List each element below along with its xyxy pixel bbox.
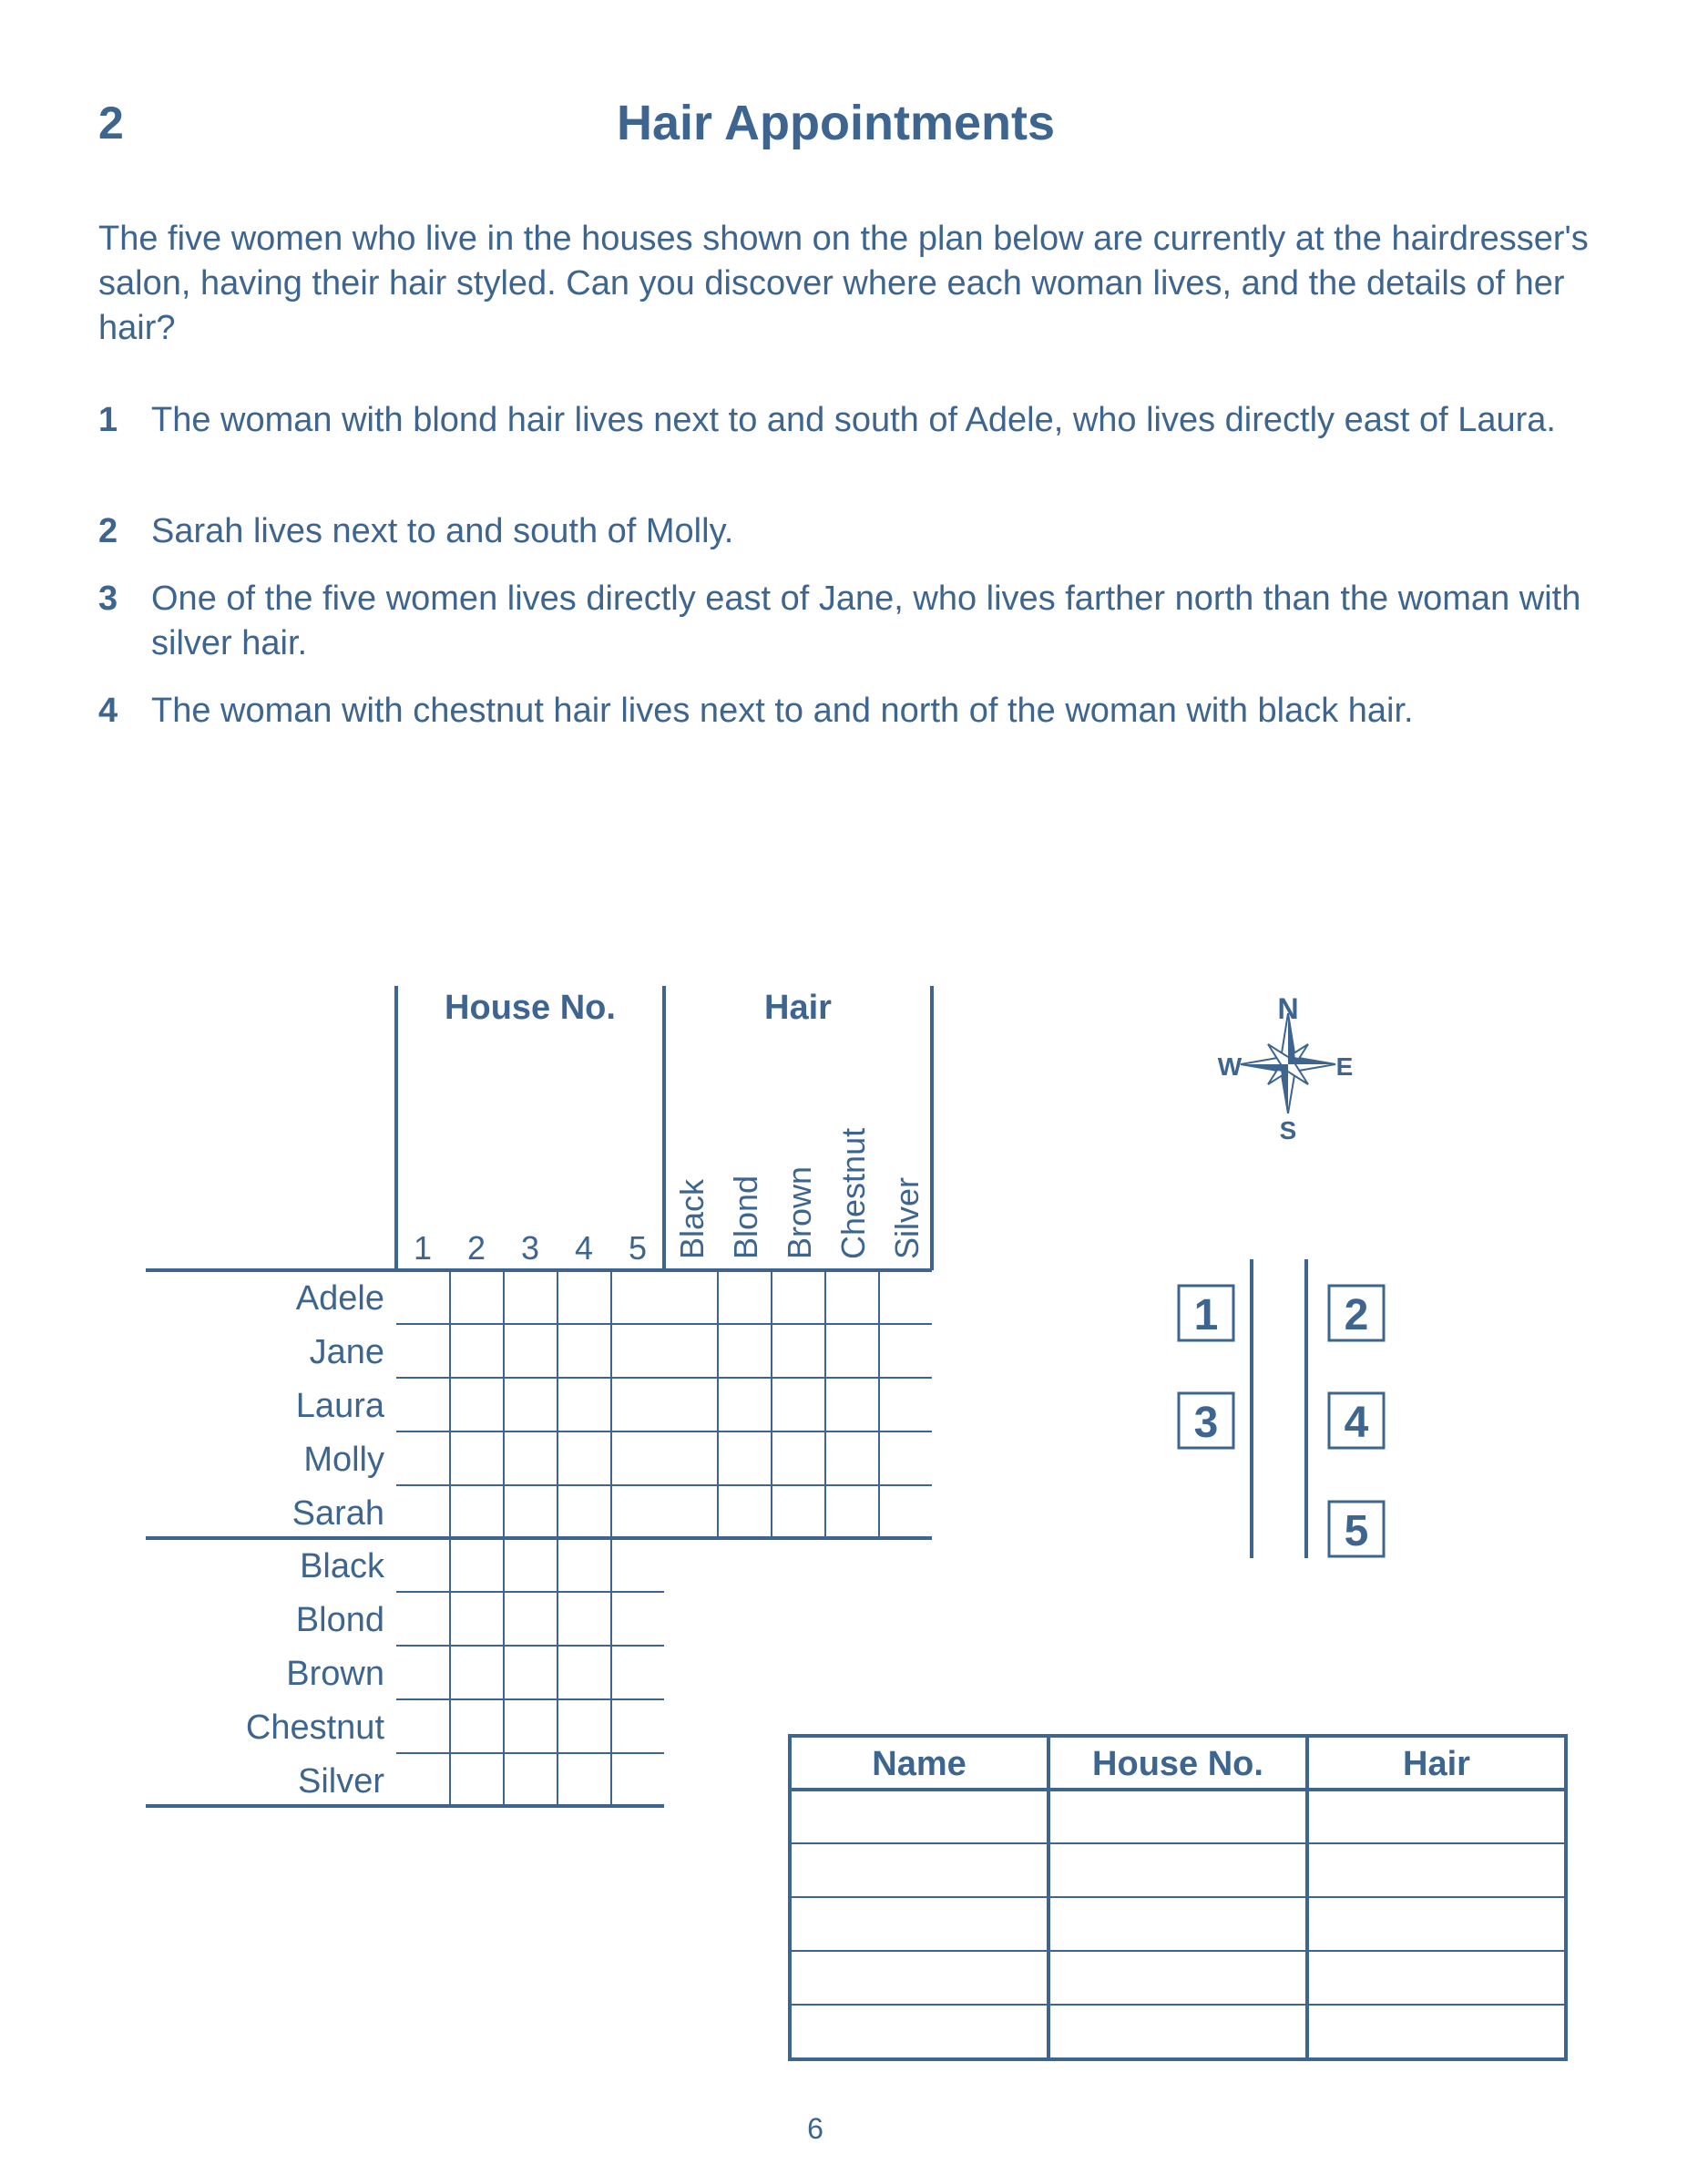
answer-header-name: Name <box>872 1745 967 1783</box>
hair-row-label: Brown <box>286 1655 384 1693</box>
name-row-label: Sarah <box>291 1494 384 1533</box>
name-row-label: Molly <box>303 1441 384 1479</box>
clue-number: 2 <box>98 512 118 550</box>
house-3-label: 3 <box>1193 1399 1219 1447</box>
compass-n-label: N <box>1277 992 1299 1025</box>
name-row-label: Laura <box>295 1387 384 1425</box>
intro-text: The five women who live in the houses shown on the plan below are currently at the hairdresser's salon, having their hair styled. Can you discover where each woman lives, and the details of her hair? <box>98 220 1589 347</box>
grid-lower-block <box>396 1592 664 1753</box>
clue-text: One of the five women lives directly east of Jane, who lives farther north than the woman with silver hair. <box>151 580 1581 662</box>
clue-text: The woman with chestnut hair lives next to and north of the woman with black hair. <box>151 692 1414 730</box>
answer-header-hair: Hair <box>1403 1745 1470 1783</box>
hair-column-label: Brown <box>781 1165 818 1259</box>
hair-column-label: Black <box>673 1178 711 1259</box>
name-row-label: Adele <box>295 1279 384 1318</box>
house-number-label: 1 <box>413 1229 433 1267</box>
house-number-label: 5 <box>628 1229 648 1267</box>
compass-w-label: W <box>1217 1052 1243 1081</box>
hair-header: Hair <box>764 989 832 1027</box>
hair-row-label: Blond <box>295 1601 384 1639</box>
compass-needle-fill <box>1241 1064 1288 1072</box>
compass-needle-fill <box>1288 1057 1335 1064</box>
hair-row-label: Chestnut <box>245 1708 384 1747</box>
house-4-label: 4 <box>1344 1399 1369 1447</box>
clue-number: 4 <box>98 692 118 730</box>
hair-row-label: Silver <box>297 1762 384 1801</box>
answer-header-house: House No. <box>1092 1745 1263 1783</box>
answer-table <box>790 1736 1566 2059</box>
logic-grid <box>146 986 932 1806</box>
page-number: 6 <box>807 2112 823 2145</box>
puzzle-number: 2 <box>98 97 124 149</box>
hair-column-label: Chestnut <box>834 1127 872 1259</box>
hair-column-label: Silver <box>888 1176 926 1259</box>
compass-e-label: E <box>1335 1052 1354 1081</box>
name-row-label: Jane <box>309 1333 384 1371</box>
house-1-label: 1 <box>1193 1291 1219 1339</box>
house-5-label: 5 <box>1344 1507 1369 1555</box>
compass-icon <box>1241 1013 1335 1113</box>
page-title: Hair Appointments <box>616 96 1056 150</box>
hair-column-label: Blond <box>727 1175 764 1259</box>
house-number-label: 4 <box>574 1229 594 1267</box>
house-2-label: 2 <box>1344 1291 1369 1339</box>
compass-needle-fill <box>1281 1064 1288 1113</box>
clue-number: 3 <box>98 580 118 618</box>
clue-text: Sarah lives next to and south of Molly. <box>151 512 734 550</box>
hair-row-label: Black <box>300 1547 384 1585</box>
house-number-label: 3 <box>520 1229 540 1267</box>
clue-text: The woman with blond hair lives next to and south of Adele, who lives directly east of Laura. <box>151 401 1556 439</box>
compass-s-label: S <box>1279 1116 1297 1144</box>
house-no-header: House No. <box>445 989 616 1027</box>
clue-number: 1 <box>98 401 118 439</box>
house-number-label: 2 <box>466 1229 486 1267</box>
